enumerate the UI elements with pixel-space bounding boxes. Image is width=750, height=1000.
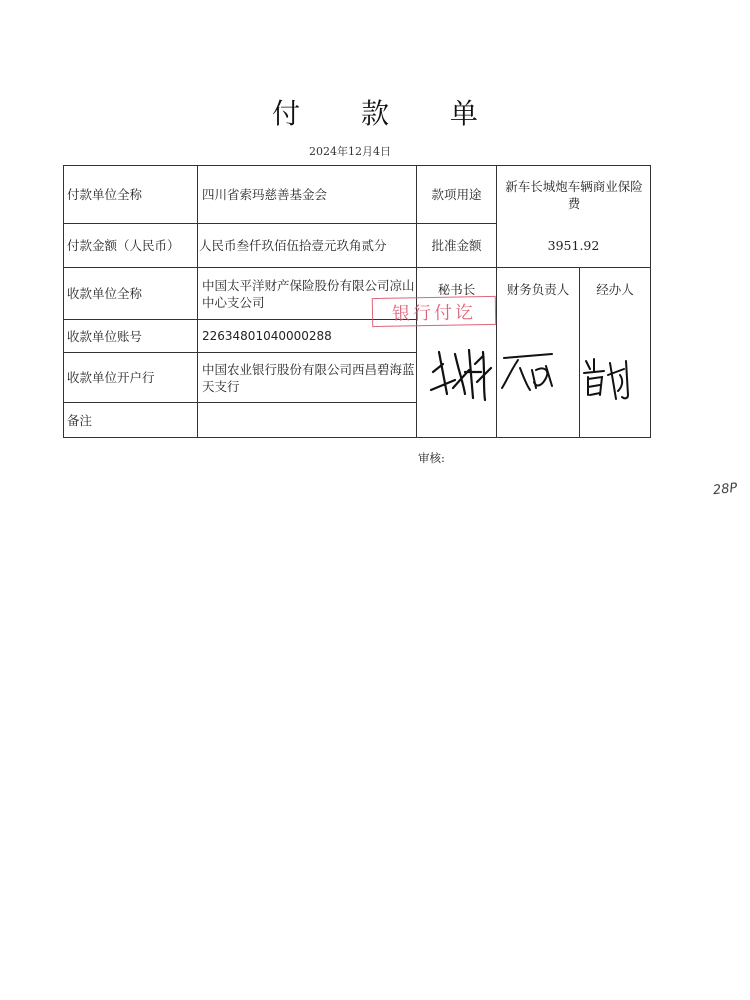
finance-label: 财务负责人: [506, 281, 570, 297]
secretary-label: 秘书长: [437, 281, 476, 297]
payee-bank-label: 收款单位开户行: [67, 370, 155, 385]
handler-signature: [580, 355, 635, 405]
payee-account-value: 22634801040000288: [202, 328, 332, 343]
secretary-signature: [425, 342, 500, 404]
remarks-label: 备注: [67, 412, 93, 428]
payer-name-value: 四川省索玛慈善基金会: [202, 187, 328, 202]
purpose-value: 新车长城炮车辆商业保险费: [505, 178, 643, 211]
purpose-label: 款项用途: [431, 187, 482, 202]
document-date: 2024年12月4日: [309, 145, 391, 158]
payee-name-label: 收款单位全称: [67, 286, 143, 301]
amount-label: 付款金额（人民币）: [67, 238, 180, 253]
amount-words-value: 人民币叁仟玖佰伍拾壹元玖角贰分: [199, 238, 387, 253]
remarks-value: [198, 403, 416, 437]
payer-name-label: 付款单位全称: [67, 187, 143, 202]
payment-form-table: [63, 165, 651, 438]
payee-account-label: 收款单位账号: [67, 328, 143, 344]
payee-bank-value: 中国农业银行股份有限公司西昌碧海蓝天支行: [202, 361, 415, 394]
payee-name-value: 中国太平洋财产保险股份有限公司凉山中心支公司: [202, 277, 415, 310]
audit-label: 审核:: [418, 451, 445, 465]
bank-paid-stamp: 银行付讫: [372, 296, 496, 327]
document-title: 付 款 单: [272, 97, 504, 130]
margin-note: 28P: [712, 480, 739, 499]
approved-amount-label: 批准金额: [431, 238, 482, 253]
finance-signature: [500, 348, 560, 393]
approved-amount-value: 3951.92: [547, 238, 600, 253]
handler-label: 经办人: [596, 281, 634, 297]
